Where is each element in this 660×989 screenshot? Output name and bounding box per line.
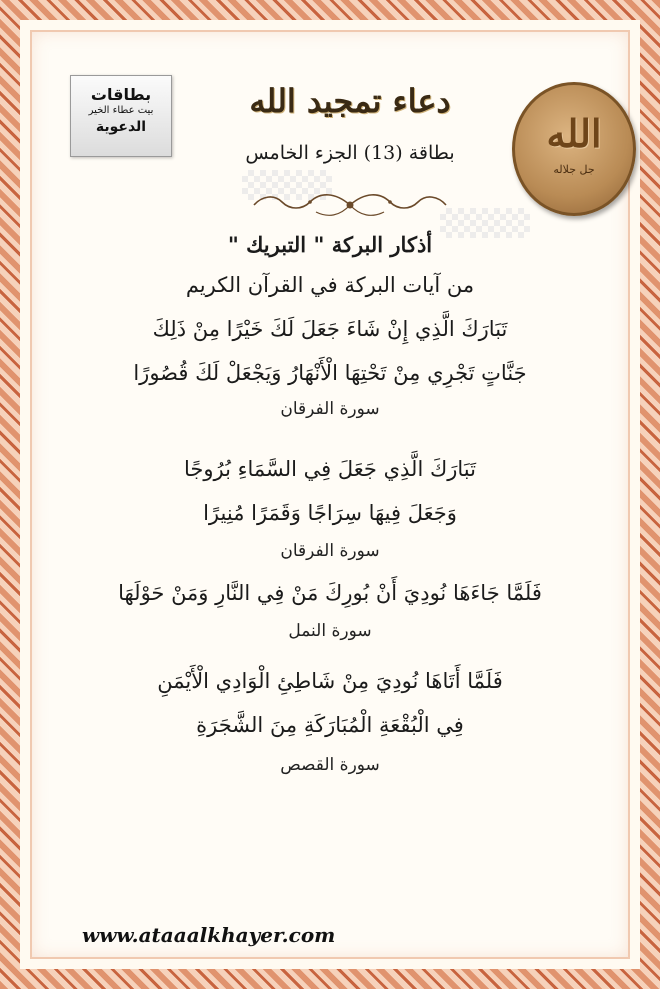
verse-line: تَبَارَكَ الَّذِي جَعَلَ فِي السَّمَاءِ بُرُوجًا [184, 457, 476, 481]
logo-line-3: الدعوية [95, 119, 147, 135]
surah-name: سورة النمل [288, 621, 372, 641]
allah-medallion-icon [512, 82, 636, 216]
surah-name: سورة الفرقان [280, 541, 380, 561]
card-subtitle: بطاقة (13) الجزء الخامس [245, 142, 455, 164]
surah-name: سورة القصص [280, 755, 380, 775]
flourish-divider-icon [250, 188, 450, 222]
verse-line: جَنَّاتٍ تَجْرِي مِنْ تَحْتِهَا الْأَنْهَارُ وَيَجْعَلْ لَكَ قُصُورًا [133, 361, 527, 385]
surah-name: سورة الفرقان [280, 399, 380, 419]
website-url: www.ataaalkhayer.com [82, 923, 336, 947]
verse-line: وَجَعَلَ فِيهَا سِرَاجًا وَقَمَرًا مُنِيرًا [203, 501, 457, 525]
page-title: دعاء تمجيد الله [249, 82, 451, 120]
medallion-glyph: الله [546, 111, 602, 156]
logo-line-1: بطاقات [90, 85, 152, 104]
verse-line: فَلَمَّا أَتَاهَا نُودِيَ مِنْ شَاطِئِ الْوَادِي الْأَيْمَنِ [157, 669, 503, 693]
verse-line: فِي الْبُقْعَةِ الْمُبَارَكَةِ مِنَ الشَّجَرَةِ [196, 713, 464, 737]
verse-line: فَلَمَّا جَاءَهَا نُودِيَ أَنْ بُورِكَ مَنْ فِي النَّارِ وَمَنْ حَوْلَهَا [118, 581, 542, 605]
logo-line-2: بيت عطاء الخير [88, 105, 154, 116]
medallion-caption: جل جلاله [553, 163, 595, 176]
intro-line: من آيات البركة في القرآن الكريم [185, 273, 475, 297]
publisher-logo [70, 75, 172, 157]
section-heading: أذكار البركة " التبريك " [227, 232, 433, 257]
verse-line: تَبَارَكَ الَّذِي إِنْ شَاءَ جَعَلَ لَكَ خَيْرًا مِنْ ذَلِكَ [152, 317, 508, 341]
dua-text-block [80, 230, 580, 780]
